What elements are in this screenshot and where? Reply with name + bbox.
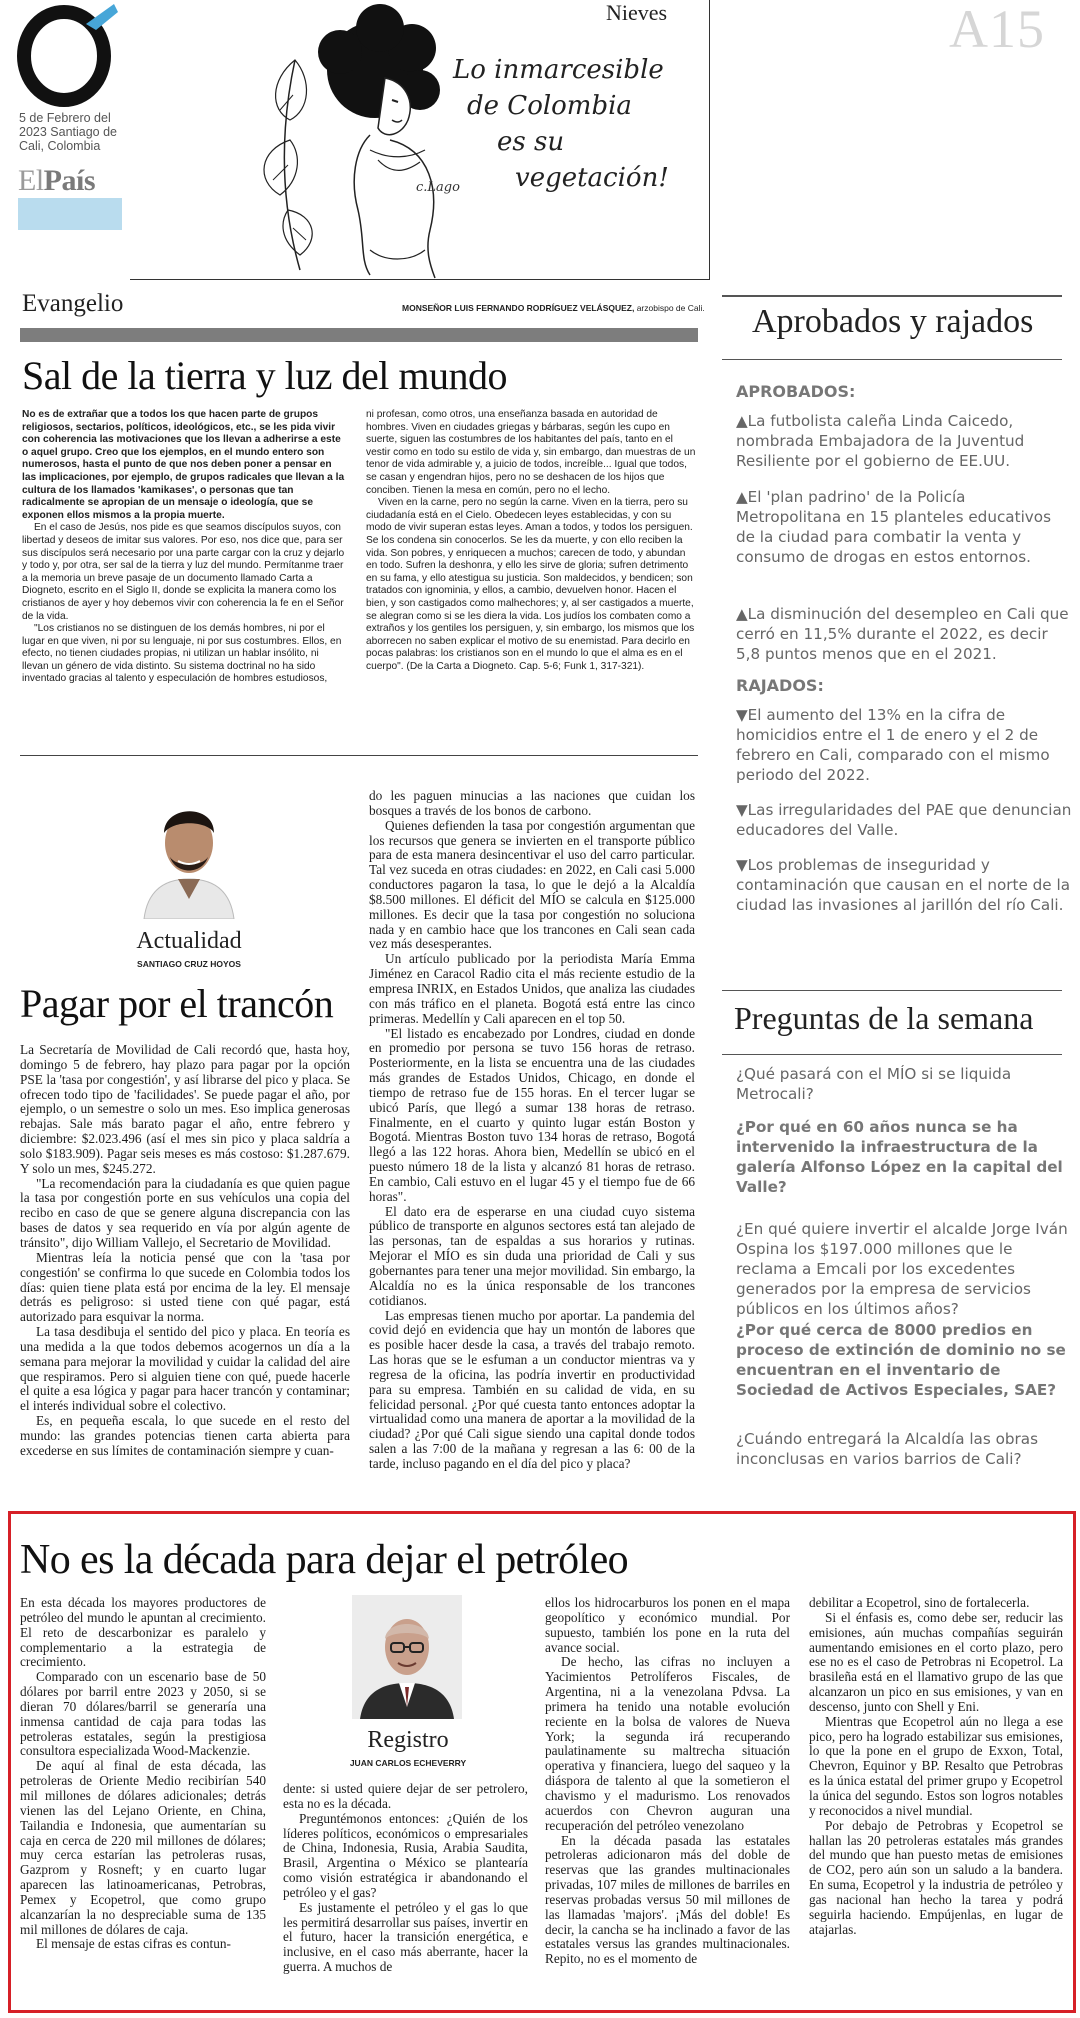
registro-column-2 bbox=[283, 1782, 528, 1975]
cartoon-caption-line: Lo inmarcesible bbox=[453, 55, 664, 85]
ocho-logo bbox=[14, 0, 124, 110]
question-item: ¿Cuándo entregará la Alcaldía las obras inconclusas en varios barrios de Cali? bbox=[736, 1430, 1038, 1468]
paragraph: No es de extrañar que a todos los que hacen parte de grupos religiosos, sectarios, políticos, ideológicos, etc., se les pida vivir con coherencia las motivaciones que los llevan a adherirse a este o aquel grupo. Creo que los ejemplos, en el mundo entero son numerosos, hasta el punto de que nos deben poner a pensar en las implicaciones, por ejemplo, de grupos radicales que llevan a la cultura de los llamados 'kamikases', o personas que tan radicalmente se apropian de un mensaje o ideología, que se exponen ellos mismos a la propia muerte. bbox=[22, 409, 345, 521]
question-item: ¿Por qué en 60 años nunca se ha intervenido la infraestructura de la galería Alfonso López en la capital del Valle? bbox=[736, 1118, 1063, 1196]
registro-headline: No es la década para dejar el petróleo bbox=[20, 1537, 629, 1583]
columnist-photo bbox=[134, 787, 244, 919]
paragraph: Las empresas tienen mucho por aportar. La pandemia del covid dejó en evidencia que hay un montón de labores que es posible hacer desde la casa, a través del trabajo remoto. Las horas que se le esfuman a un conductor mientras va y regresa de la oficina, las podría invertir en productividad para su empresa. También en su calidad de vida, en su felicidad personal. ¿Por qué cuesta tanto entonces adoptar la virtualidad como una manera de aportar a la movilidad de la ciudad? ¿Por qué Cali sigue siendo una capital donde todos salen a las 7:00 de la mañana y regresan a las 6: 00 de la tarde, incluso pagando en el día del pico y placa? bbox=[369, 1307, 695, 1471]
approved-item: ▲El 'plan padrino' de la Policía Metropolitana en 15 planteles educativos de la ciudad para combatir la venta y consumo de drogas en estos entornos. bbox=[736, 488, 1051, 566]
approved-item: ▲La futbolista caleña Linda Caicedo, nombrada Embajadora de la Juventud Resiliente por el gobierno de EE.UU. bbox=[736, 412, 1025, 470]
paragraph: Si el énfasis es, como debe ser, reducir las emisiones, aún muchas compañías seguirán aumentando emisiones en el corto plazo, pero ese no es el caso de Petrobras ni Ecopetrol. La brasileña está en el llamativo grupo de las que alcanzaron un pico en sus emisiones, y van en descenso, junto con Shell y Eni. bbox=[809, 1609, 1063, 1714]
paragraph: La Secretaría de Movilidad de Cali recordó que, hasta hoy, domingo 5 de febrero, hay plazo para pagar por la opción PSE la 'tasa por congestión', y así librarse del pico y placa. Se ofrecen todo tipo de 'facilidades'. Se puede pagar el año, por ejemplo, o un semestre o solo un mes. Eso implica generosas rebajas. Sale más barato pagar el año, entre febrero y diciembre: $2.023.496 (así el mes sin pico y placa saldría a solo $183.909). Pagar seis meses es más costoso: $1.287.679. Y solo un mes, $245.272. bbox=[20, 1042, 350, 1176]
section-label-actualidad: Actualidad bbox=[136, 928, 242, 954]
paper-name-bar bbox=[18, 198, 122, 230]
paragraph: do les paguen minucias a las naciones que cuidan los bosques a través de los bonos de carbono. bbox=[369, 788, 695, 818]
gospel-column-2 bbox=[366, 409, 696, 673]
paragraph: En la década pasada las estatales petroleras adicionaron más del doble de reservas que las grandes multinacionales privadas, 107 miles de millones de barriles en reservas probadas versus 50 mil millones de las llamadas 'majors'. ¡Más del doble! Es decir, la cancha se ha inclinado a favor de las estatales versus las grandes multinacionales. Repito, no es el momento de bbox=[545, 1832, 790, 1967]
paper-name: ElPaís bbox=[18, 164, 96, 197]
preguntas-title: Preguntas de la semana bbox=[734, 1000, 1034, 1036]
paragraph: debilitar a Ecopetrol, sino de fortalecerla. bbox=[809, 1595, 1030, 1610]
paragraph: ellos los hidrocarburos los ponen en el mapa geopolítico y económico mundial. Por supuesto, también los pone en la ruta del avance social. bbox=[545, 1595, 790, 1655]
cartoon-caption-line: de Colombia bbox=[467, 91, 632, 121]
paragraph: "Los cristianos no se distinguen de los demás hombres, ni por el lugar en que viven, ni por su lenguaje, ni por sus costumbres. Ellos, en efecto, no tienen ciudades propias, ni utilizan un hablar insólito, ni llevan un género de vida distinto. Su sistema doctrinal no ha sido inventado gracias al talento y especulación de hombres estudiosos, bbox=[22, 623, 342, 685]
paragraph: Comparado con un escenario base de 50 dólares por barril entre 2023 y 2050, si se dieran 70 dólares/barril se generaría una inmensa cantidad de caja para todas las petroleras estatales, según la prestigiosa consultora especializada Wood-Mackenzie. bbox=[20, 1669, 266, 1759]
rejected-heading: RAJADOS: bbox=[736, 676, 824, 695]
registro-column-3 bbox=[545, 1596, 790, 1967]
dateline: 5 de Febrero del 2023 Santiago de Cali, Colombia bbox=[19, 111, 118, 153]
gospel-column-1 bbox=[22, 409, 348, 686]
paragraph: La tasa desdibuja el sentido del pico y placa. En teoría es una medida a la que todos debemos acogernos un día a la semana para mejorar la movilidad y cuidar la calidad del aire que respiramos. Pero si alguien tiene con qué, puede hacerle el quite a esa lógica y pagar para hacer trancón y contaminar; el interés individual sobre el colectivo. bbox=[20, 1324, 350, 1414]
gospel-byline: MONSEÑOR LUIS FERNANDO RODRÍGUEZ VELÁSQUEZ, arzobispo de Cali. bbox=[402, 303, 705, 313]
cartoon-caption-line: es su bbox=[497, 127, 565, 157]
divider bbox=[20, 755, 698, 756]
approved-heading: APROBADOS: bbox=[736, 382, 856, 401]
section-label-evangelio: Evangelio bbox=[22, 290, 124, 317]
paragraph: Quienes defienden la tasa por congestión argumentan que los recursos que genera se invierten en el transporte público para de esta manera desincentivar el uso del carro particular. Tal vez suceda en otras ciudades: en 2022, en Cali casi 5.000 conductores pagaron la tasa, lo que le dejó a la Alcaldía $8.500 millones. El déficit del MÍO se calcula en $125.000 millones. Es decir que la tasa por congestión no soluciona nada y en cambio hace que los trancones en Cali sean cada vez más desesperantes. bbox=[369, 817, 695, 952]
question-item: ¿En qué quiere invertir el alcalde Jorge Iván Ospina los $197.000 millones que le reclama a Emcali por los excedentes generados por la empresa de servicios públicos en los últimos años? bbox=[736, 1220, 1068, 1318]
paragraph: Mientras leía la noticia pensé que con la 'tasa por congestión' se confirma lo que sucede en Colombia todos los días: quien tiene plata está por encima de la ley. El mensaje detrás es peligroso: si usted tiene con qué pagar, está autorizado para esquivar la norma. bbox=[20, 1249, 350, 1325]
columnist-name: JUAN CARLOS ECHEVERRY bbox=[349, 1758, 467, 1768]
divider bbox=[722, 990, 1062, 991]
paragraph: En esta década los mayores productores de petróleo del mundo le apuntan al crecimiento. El reto de descarbonizar es paralelo y complementario a la estrategia de crecimiento. bbox=[20, 1595, 266, 1670]
paragraph: Es justamente el petróleo y el gas lo que les permitirá desarrollar sus países, invertir en el futuro, hacer la transición energética, e inclusive, en el caso más aberrante, hacer la guerra. A muchos de bbox=[283, 1899, 528, 1975]
registro-column-1 bbox=[20, 1596, 266, 1952]
registro-column-4 bbox=[809, 1596, 1063, 1937]
section-divider bbox=[20, 328, 698, 342]
approved-item: ▲La disminución del desempleo en Cali que cerró en 11,5% durante el 2022, es decir 5,8 puntos menos que en el 2021. bbox=[736, 605, 1069, 663]
cartoon-signature: c.Lago bbox=[416, 180, 460, 195]
divider bbox=[722, 295, 1062, 297]
cartoon-caption bbox=[453, 52, 713, 196]
section-label-registro: Registro bbox=[367, 1727, 449, 1753]
paragraph: "El listado es encabezado por Londres, ciudad en donde en promedio por persona se tuvo 156 horas de retraso. Posteriormente, en la lista se encuentra una de las ciudades más grandes de Estados Unidos, Chicago, en donde el tiempo de retraso fue de 155 horas. En el tercer lugar se ubicó París, que llegó a sumar 138 horas de retraso. Finalmente, en el cuarto y quinto lugar están Boston y Bogotá. Mientras Boston tuvo 134 horas de retraso, Bogotá llegó a las 122 horas. Ahora bien, Medellín se ubicó en el puesto número 18 de la lista y alcanzó 81 horas de retraso. En cambio, Cali estuvo en el lugar 45 y el tiempo fue de 66 horas". bbox=[369, 1025, 695, 1204]
gospel-headline: Sal de la tierra y luz del mundo bbox=[22, 353, 507, 398]
actualidad-headline: Pagar por el trancón bbox=[20, 981, 334, 1026]
question-item: ¿Qué pasará con el MÍO si se liquida Metrocali? bbox=[736, 1065, 1012, 1103]
actualidad-column-2 bbox=[369, 789, 695, 1472]
paragraph: Preguntémonos entonces: ¿Quién de los líderes políticos, económicos o empresariales de China, Indonesia, Rusia, Arabia Saudita, Brasil, Argentina o México se plantearía como visión estratégica ir abandonando el petróleo y el gas? bbox=[283, 1810, 528, 1900]
rejected-item: ▼Los problemas de inseguridad y contaminación que causan en el norte de la ciudad las invasiones al jarillón del río Cali. bbox=[736, 856, 1070, 914]
paragraph: "La recomendación para la ciudadanía es que quien pague la tasa por congestión porte en sus vehículos una copia del recibo en caso de que se genere alguna discrepancia con las bases de datos y sea requerido en vía por algún agente de tránsito", dijo William Vallejo, el Secretario de Movilidad. bbox=[20, 1175, 350, 1250]
paragraph: ni profesan, como otros, una enseñanza basada en autoridad de hombres. Viven en ciudades griegas y bárbaras, según les cupo en suerte, siguen las costumbres de los habitantes del país, tanto en el vestir como en todo su estilo de vida y, sin embargo, dan muestras de un tenor de vida admirable y, a juicio de todos, increíble... Igual que todos, se casan y engendran hijos, pero no se deshacen de los hijos que conciben. Tienen la mesa en común, pero no el lecho. bbox=[366, 409, 696, 496]
paragraph: Por debajo de Petrobras y Ecopetrol se hallan las 20 petroleras estatales más grandes del mundo que han puesto metas de emisiones de CO2, pero aún son un saludo a la bandera. En suma, Ecopetrol y la industria de petróleo y gas nacional han hecho la tarea y podrá seguirla haciendo. Empújenlas, en lugar de atajarlas. bbox=[809, 1817, 1063, 1937]
page-number: A15 bbox=[949, 0, 1045, 59]
divider bbox=[722, 1054, 1062, 1055]
question-item: ¿Por qué cerca de 8000 predios en proceso de extinción de dominio no se encuentran en el inventario de Sociedad de Activos Especiales, SAE? bbox=[736, 1321, 1066, 1399]
paragraph: Mientras que Ecopetrol aún no llega a ese pico, pero ha logrado estabilizar sus emisiones, lo que la pone en el grupo de Exxon, Total, Chevron, Equinor y BP. Resalto que Petrobras es la única estatal del primer grupo y Ecopetrol la única del segundo. Estos son logros notables y reconocidos a nivel mundial. bbox=[809, 1713, 1063, 1818]
paragraph: El dato era de esperarse en una ciudad cuyo sistema público de transporte en algunos sectores está tan alejado de las personas, tan de espaldas a sus horarios y rutinas. Mejorar el MÍO es sin duda una prioridad de Cali y sus gobernantes para tener una mejor movilidad. Sin embargo, la Alcaldía no es la única responsable de los trancones cotidianos. bbox=[369, 1203, 695, 1308]
columnist-photo bbox=[352, 1595, 462, 1719]
paragraph: Es, en pequeña escala, lo que sucede en el resto del mundo: las grandes potencias tienen carta abierta para excederse en sus límites de contaminación siempre y cuan- bbox=[20, 1413, 350, 1458]
divider bbox=[722, 359, 1062, 360]
paragraph: En el caso de Jesús, nos pide es que seamos discípulos suyos, con libertad y deseos de imitar sus valores. Por eso, nos dice que, para ser sus discípulos será necesario por una parte cargar con la cruz y dejarlo y todo y, por otra, ser sal de la tierra y luz del mundo. Permítanme traer a la memoria un breve pasaje de un documento llamado Carta a Diogneto, escrito en el Siglo II, donde se explicita la manera como los cristianos de ayer y hoy debemos vivir con coherencia la fe en el Señor de la vida. bbox=[22, 522, 345, 622]
illustrator-name: Nieves bbox=[606, 0, 668, 25]
paragraph: De hecho, las cifras no incluyen a Yacimientos Petrolíferos Fiscales, de Argentina, ni a la venezolana Pdvsa. La primera ha tenido una notable evolución reciente en la bolsa de valores de Nueva York; la segunda irá recuperando paulatinamente su maltrecha situación operativa y financiera, luego del saqueo y la diáspora de talento al que la sometieron el chavismo y el madurismo. Los renovados acuerdos con Chevron auguran una recuperación del petróleo venezolano bbox=[545, 1654, 790, 1833]
actualidad-column-1 bbox=[20, 1043, 350, 1459]
rejected-item: ▼Las irregularidades del PAE que denuncian educadores del Valle. bbox=[736, 801, 1072, 839]
paragraph: De aquí al final de esta década, las petroleras de Oriente Medio recibirían 540 mil millones de dólares adicionales; detrás vienen las del Lejano Oriente, en China, Tailandia e Indonesia, que aumentarían su caja en cerca de 220 mil millones de dólares; muy cerca estarían las petroleras rusas, Gazprom y Rosneft; y en cuarto lugar aparecen las latinoamericanas, Petrobras, Pemex y Ecopetrol, que como grupo alcanzarían la no despreciable suma de 135 mil millones de dólares de caja. bbox=[20, 1758, 266, 1937]
paragraph: Viven en la carne, pero no según la carne. Viven en la tierra, pero su ciudadanía está en el Cielo. Obedecen leyes establecidas, y con su modo de vivir superan estas leyes. Aman a todos, y todos los persiguen. Se los condena sin conocerlos. Se les da muerte, y con ello reciben la vida. Son pobres, y enriquecen a muchos; carecen de todo, y abundan en todo. Sufren la deshonra, y ello les sirve de gloria; sufren detrimento en su fama, y ello atestigua su justicia. Son maldecidos, y bendicen; son tratados con ignominia, y ellos, a cambio, devuelven honor. Hacen el bien, y son castigados como malhechores; y, al ser castigados a muerte, se alegran como si se les diera la vida. Los judíos los combaten como a extraños y los gentiles los persiguen, y, sin embargo, los mismos que los aborrecen no saben explicar el motivo de su enemistad. Para decirlo en pocas palabras: los cristianos son en el mundo lo que el alma es en el cuerpo". (De la Carta a Diogneto. Cap. 5-6; Funk 1, 317-321). bbox=[366, 497, 695, 672]
cartoon-caption-line: vegetación! bbox=[515, 163, 669, 193]
paragraph: dente: si usted quiere dejar de ser petrolero, esta no es la década. bbox=[283, 1781, 528, 1811]
paragraph: Un artículo publicado por la periodista María Emma Jiménez en Caracol Radio cita el más reciente estudio de la empresa INRIX, en Estados Unidos, que analiza las ciudades con más tráfico en el planeta. Bogotá está entre las cinco primeras. Medellín y Cali aparecen en el top 50. bbox=[369, 951, 695, 1026]
aprobados-title: Aprobados y rajados bbox=[752, 303, 1034, 340]
paragraph: El mensaje de estas cifras es contun- bbox=[36, 1936, 231, 1952]
rejected-item: ▼El aumento del 13% en la cifra de homicidios entre el 1 de enero y el 2 de febrero en Cali, comparado con el mismo periodo del 2022. bbox=[736, 706, 1050, 784]
columnist-name: SANTIAGO CRUZ HOYOS bbox=[137, 959, 241, 969]
